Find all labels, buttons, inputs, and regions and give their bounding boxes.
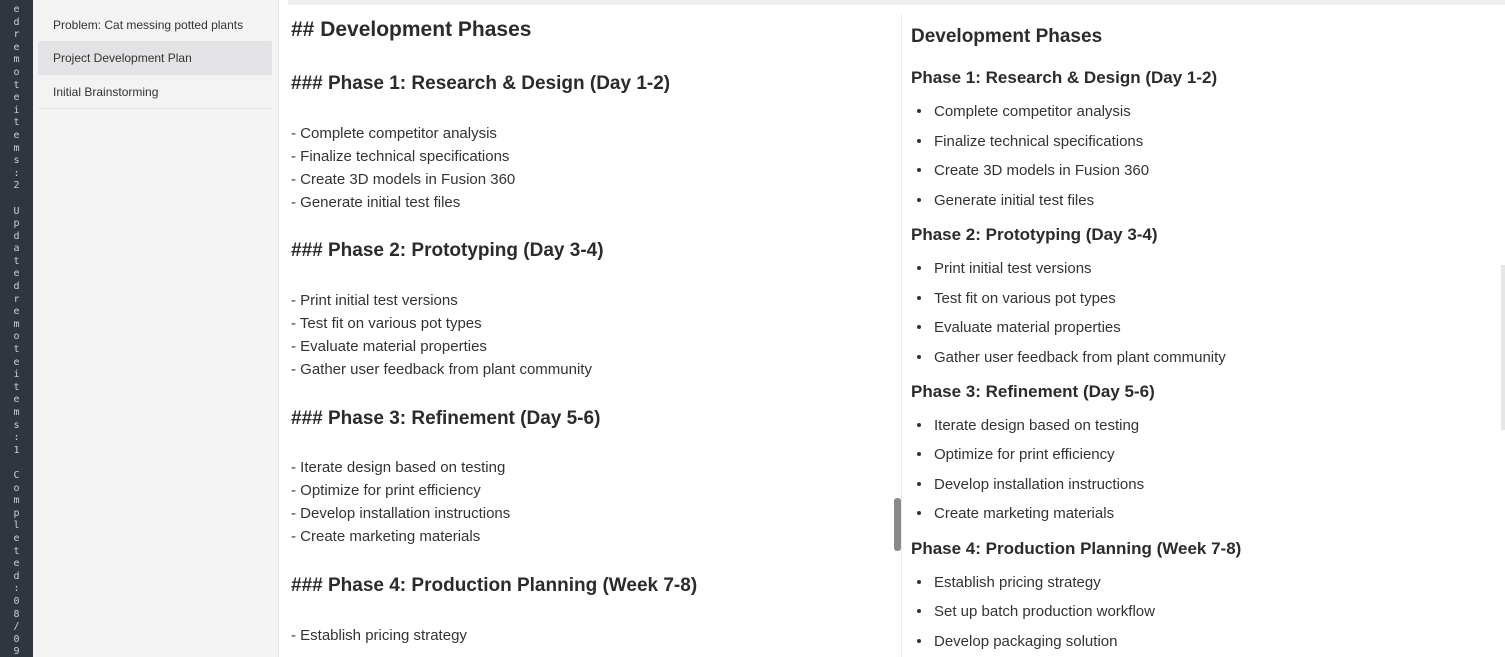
editor-heading: ## Development Phases <box>291 18 532 41</box>
editor-line: - Test fit on various pot types <box>291 315 482 332</box>
sidebar-item-project-development-plan[interactable]: Project Development Plan <box>38 42 272 75</box>
editor-line: - Complete competitor analysis <box>291 125 497 142</box>
bullet-icon <box>917 609 921 613</box>
preview-list-item: Evaluate material properties <box>917 319 1121 336</box>
editor-phase-heading: ### Phase 1: Research & Design (Day 1-2) <box>291 73 671 94</box>
sidebar <box>33 0 279 657</box>
preview-list-item: Develop installation instructions <box>917 476 1144 493</box>
preview-list-item: Establish pricing strategy <box>917 574 1101 591</box>
sync-log-text: e d r e m o t e i t e m s : 2 U p d a t e d r e m o t e i t e m s : 1 C o m p l e t e d : 0 8 / 0 9 <box>13 4 20 657</box>
bullet-icon <box>917 355 921 359</box>
editor-line: - Create marketing materials <box>291 528 481 545</box>
preview-list-item: Print initial test versions <box>917 260 1092 277</box>
bullet-icon <box>917 168 921 172</box>
bullet-icon <box>917 296 921 300</box>
sync-log-strip <box>0 0 33 657</box>
editor-line: - Optimize for print efficiency <box>291 482 481 499</box>
editor-phase-heading: ### Phase 4: Production Planning (Week 7-8) <box>291 575 698 596</box>
editor-line: - Establish pricing strategy <box>291 627 467 644</box>
bullet-icon <box>917 423 921 427</box>
editor-line: - Create 3D models in Fusion 360 <box>291 171 516 188</box>
editor-phase-heading: ### Phase 3: Refinement (Day 5-6) <box>291 408 601 429</box>
bullet-icon <box>917 639 921 643</box>
preview-list-item: Optimize for print efficiency <box>917 446 1115 463</box>
bullet-icon <box>917 266 921 270</box>
preview-list-item: Complete competitor analysis <box>917 103 1131 120</box>
preview-list-item: Finalize technical specifications <box>917 133 1143 150</box>
editor-line: - Generate initial test files <box>291 194 461 211</box>
sidebar-item-initial-brainstorming[interactable]: Initial Brainstorming <box>38 76 272 109</box>
preview-heading: Development Phases <box>911 26 1103 47</box>
preview-phase-heading: Phase 3: Refinement (Day 5-6) <box>911 382 1155 401</box>
preview-list-item: Iterate design based on testing <box>917 417 1139 434</box>
sidebar-item-problem[interactable]: Problem: Cat messing potted plants <box>38 9 272 42</box>
editor-line: - Finalize technical specifications <box>291 148 510 165</box>
window-right-edge <box>1501 265 1505 430</box>
preview-list-item: Create 3D models in Fusion 360 <box>917 162 1149 179</box>
bullet-icon <box>917 198 921 202</box>
editor-line: - Iterate design based on testing <box>291 459 506 476</box>
bullet-icon <box>917 139 921 143</box>
preview-list-item: Gather user feedback from plant community <box>917 349 1226 366</box>
bullet-icon <box>917 109 921 113</box>
markdown-preview <box>911 0 1491 657</box>
preview-phase-heading: Phase 1: Research & Design (Day 1-2) <box>911 68 1218 87</box>
preview-list-item: Generate initial test files <box>917 192 1094 209</box>
bullet-icon <box>917 325 921 329</box>
preview-list-item: Test fit on various pot types <box>917 290 1116 307</box>
editor-line: - Develop installation instructions <box>291 505 511 522</box>
markdown-editor[interactable] <box>291 0 891 657</box>
preview-phase-heading: Phase 4: Production Planning (Week 7-8) <box>911 539 1242 558</box>
bullet-icon <box>917 452 921 456</box>
preview-list-item: Create marketing materials <box>917 505 1114 522</box>
editor-scrollbar-thumb[interactable] <box>894 498 901 551</box>
bullet-icon <box>917 482 921 486</box>
preview-list-item: Develop packaging solution <box>917 633 1117 650</box>
editor-line: - Evaluate material properties <box>291 338 487 355</box>
editor-phase-heading: ### Phase 2: Prototyping (Day 3-4) <box>291 240 604 261</box>
preview-list-item: Set up batch production workflow <box>917 603 1155 620</box>
pane-divider[interactable] <box>901 14 902 657</box>
editor-line: - Print initial test versions <box>291 292 458 309</box>
editor-line: - Gather user feedback from plant community <box>291 361 592 378</box>
preview-phase-heading: Phase 2: Prototyping (Day 3-4) <box>911 225 1158 244</box>
bullet-icon <box>917 511 921 515</box>
bullet-icon <box>917 580 921 584</box>
